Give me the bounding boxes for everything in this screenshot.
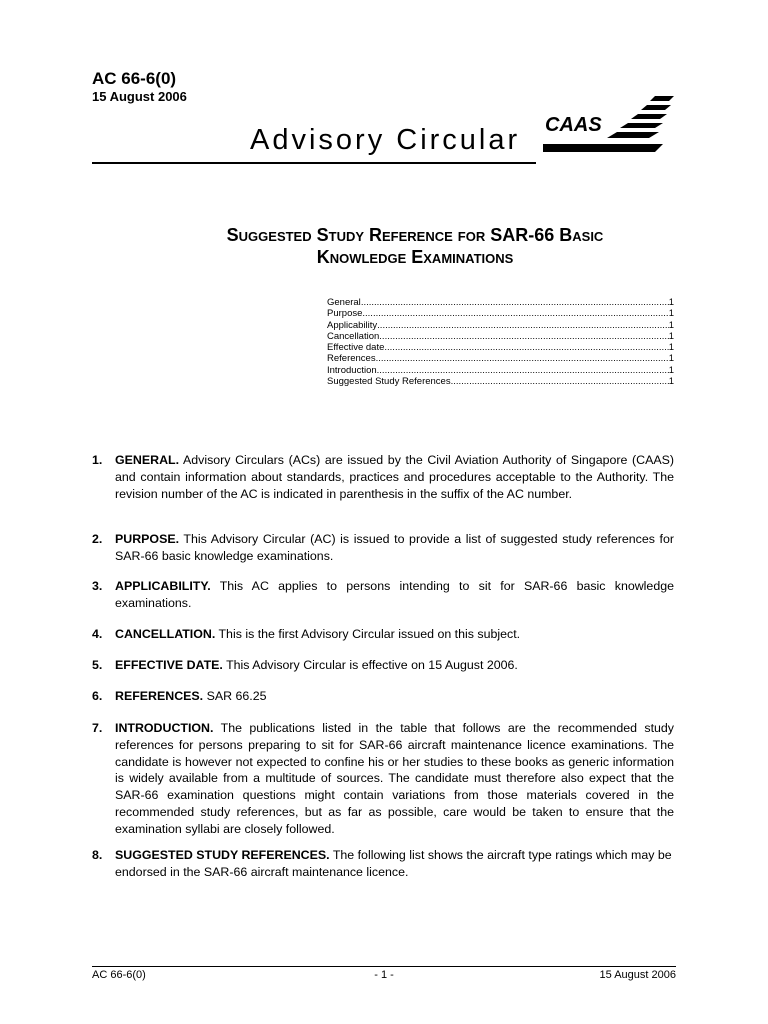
footer-page-number: - 1 -	[374, 969, 394, 981]
section-heading: SUGGESTED STUDY REFERENCES.	[115, 848, 330, 862]
issue-date: 15 August 2006	[92, 89, 187, 104]
section-text: This AC applies to persons intending to sit for SAR-66 basic knowledge examinations.	[115, 579, 674, 610]
section-references	[92, 688, 674, 705]
section-heading: CANCELLATION.	[115, 627, 216, 641]
section-number: 8.	[92, 848, 103, 862]
section-number: 1.	[92, 453, 103, 467]
toc-item-purpose[interactable]: Purpose ..... 1	[327, 308, 674, 319]
toc-item-general[interactable]: General ..... 1	[327, 297, 674, 308]
section-heading: PURPOSE.	[115, 532, 180, 546]
section-text: The publications listed in the table that follows are the recommended study references for persons preparing to sit for SAR-66 aircraft maintenance licence examinations. The candidate is however not expected to confine his or her studies to these books as generic information is widely available from a multitude of sources. The candidate must therefore also expect that the SAR-66 examination questions might contain variations from those materials covered in the recommended study references, but as far as possible, care would be taken to ensure that the examination syllabi are closely followed.	[115, 721, 675, 836]
section-suggested-study-references	[92, 847, 674, 881]
section-effective-date	[92, 657, 674, 674]
ac-number: AC 66-6(0)	[92, 69, 177, 88]
section-text: This is the first Advisory Circular issued on this subject.	[218, 627, 521, 641]
section-text: SAR 66.25	[206, 689, 267, 703]
banner-title: Advisory Circular	[250, 124, 521, 156]
table-of-contents	[327, 297, 674, 387]
caas-logo-text: CAAS	[545, 114, 602, 136]
footer-ac-number: AC 66-6(0)	[92, 969, 146, 981]
footer-divider	[92, 966, 676, 967]
section-heading: REFERENCES.	[115, 689, 204, 703]
header-divider	[92, 162, 536, 164]
section-introduction	[92, 720, 674, 838]
section-text: This Advisory Circular is effective on 15 August 2006.	[226, 658, 518, 672]
document-title-line2: Knowledge Examinations	[316, 247, 514, 267]
footer-date: 15 August 2006	[599, 969, 676, 981]
toc-item-cancellation[interactable]: Cancellation ..... 1	[327, 331, 674, 342]
section-heading: EFFECTIVE DATE.	[115, 658, 223, 672]
toc-item-references[interactable]: References ..... 1	[327, 353, 674, 364]
section-number: 7.	[92, 721, 103, 735]
toc-item-effective-date[interactable]: Effective date ..... 1	[327, 342, 674, 353]
section-heading: INTRODUCTION.	[115, 721, 214, 735]
section-cancellation	[92, 626, 674, 643]
section-general	[92, 452, 674, 502]
section-number: 6.	[92, 689, 103, 703]
toc-item-applicability[interactable]: Applicability ..... 1	[327, 320, 674, 331]
section-number: 5.	[92, 658, 103, 672]
document-title	[150, 224, 680, 268]
toc-item-suggested-study-references[interactable]: Suggested Study References ..... 1	[327, 376, 674, 387]
section-text: The following list shows the aircraft type ratings which may be endorsed in the SAR-66 aircraft maintenance licence.	[115, 848, 672, 879]
section-number: 4.	[92, 627, 103, 641]
section-number: 2.	[92, 532, 103, 546]
section-number: 3.	[92, 579, 103, 593]
section-heading: APPLICABILITY.	[115, 579, 211, 593]
section-applicability	[92, 578, 674, 612]
toc-item-introduction[interactable]: Introduction ..... 1	[327, 365, 674, 376]
section-text: This Advisory Circular (AC) is issued to provide a list of suggested study references for SAR-66 basic knowledge examinations.	[115, 532, 675, 563]
section-purpose	[92, 531, 674, 565]
section-text: Advisory Circulars (ACs) are issued by the Civil Aviation Authority of Singapore (CAAS) and contain information about standards, practices and procedures acceptable to the Authority. The revision number of the AC is indicated in parenthesis in the suffix of the AC number.	[115, 453, 674, 501]
document-title-line1: Suggested Study Reference for SAR-66 Basic	[226, 225, 604, 245]
section-heading: GENERAL.	[115, 453, 180, 467]
caas-logo	[541, 90, 681, 158]
